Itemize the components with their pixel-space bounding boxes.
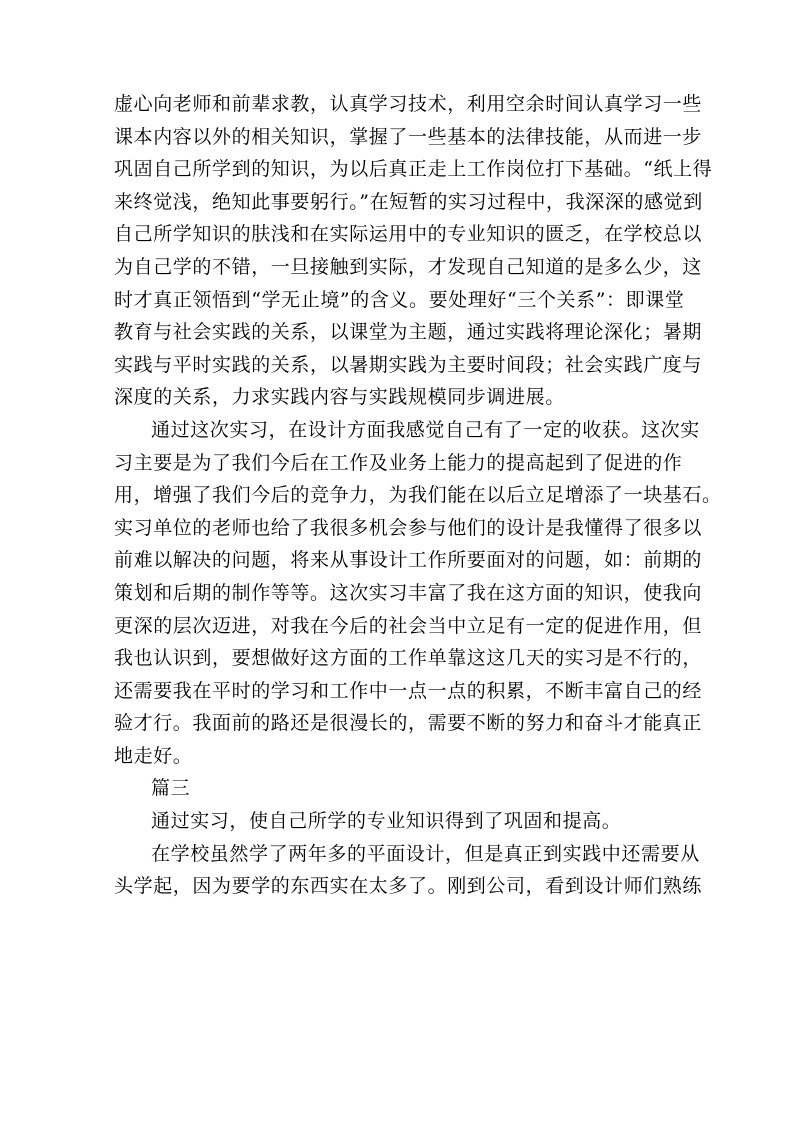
text-line: 自己所学知识的肤浅和在实际运用中的专业知识的匮乏，在学校总以 bbox=[114, 223, 703, 246]
text-line: 来终觉浅，绝知此事要躬行。”在短暂的实习过程中，我深深的感觉到 bbox=[114, 190, 703, 213]
document-body bbox=[114, 88, 722, 903]
text-line: 更深的层次迈进，对我在今后的社会当中立足有一定的促进作用，但 bbox=[114, 614, 703, 637]
document-page bbox=[114, 88, 722, 903]
text-line: 篇三 bbox=[151, 777, 191, 800]
text-line: 时才真正领悟到“学无止境”的含义。要处理好“三个关系”：即课堂 bbox=[114, 288, 685, 311]
text-line: 地走好。 bbox=[114, 744, 193, 767]
text-line: 教育与社会实践的关系，以课堂为主题，通过实践将理论深化；暑期 bbox=[114, 321, 703, 344]
text-line: 头学起，因为要学的东西实在太多了。刚到公司，看到设计师们熟练 bbox=[114, 875, 703, 898]
text-line: 通过这次实习，在设计方面我感觉自己有了一定的收获。这次实 bbox=[151, 418, 700, 441]
text-line: 虚心向老师和前辈求教，认真学习技术，利用空余时间认真学习一些 bbox=[114, 93, 703, 115]
text-line: 在学校虽然学了两年多的平面设计，但是真正到实践中还需要从 bbox=[151, 842, 700, 865]
text-line: 用，增强了我们今后的竞争力，为我们能在以后立足增添了一块基石。 bbox=[114, 484, 722, 507]
text-line: 策划和后期的制作等等。这次实习丰富了我在这方面的知识，使我向 bbox=[114, 581, 703, 604]
text-line: 深度的关系，力求实践内容与实践规模同步调进展。 bbox=[114, 386, 565, 409]
text-line: 验才行。我面前的路还是很漫长的，需要不断的努力和奋斗才能真正 bbox=[114, 712, 703, 735]
text-line: 实践与平时实践的关系，以暑期实践为主要时间段；社会实践广度与 bbox=[114, 353, 703, 376]
text-line: 通过实习，使自己所学的专业知识得到了巩固和提高。 bbox=[151, 810, 622, 833]
text-line: 还需要我在平时的学习和工作中一点一点的积累，不断丰富自己的经 bbox=[114, 679, 703, 702]
text-line: 实习单位的老师也给了我很多机会参与他们的设计是我懂得了很多以 bbox=[114, 516, 703, 539]
text-line: 巩固自己所学到的知识，为以后真正走上工作岗位打下基础。“纸上得 bbox=[114, 158, 713, 181]
text-line: 课本内容以外的相关知识，掌握了一些基本的法律技能，从而进一步 bbox=[114, 125, 703, 148]
text-line: 习主要是为了我们今后在工作及业务上能力的提高起到了促进的作 bbox=[114, 451, 683, 474]
text-line: 前难以解决的问题，将来从事设计工作所要面对的问题，如：前期的 bbox=[114, 549, 703, 572]
text-line: 我也认识到，要想做好这方面的工作单靠这这几天的实习是不行的， bbox=[114, 647, 703, 670]
text-line: 为自己学的不错，一旦接触到实际，才发现自己知道的是多么少，这 bbox=[114, 255, 703, 278]
